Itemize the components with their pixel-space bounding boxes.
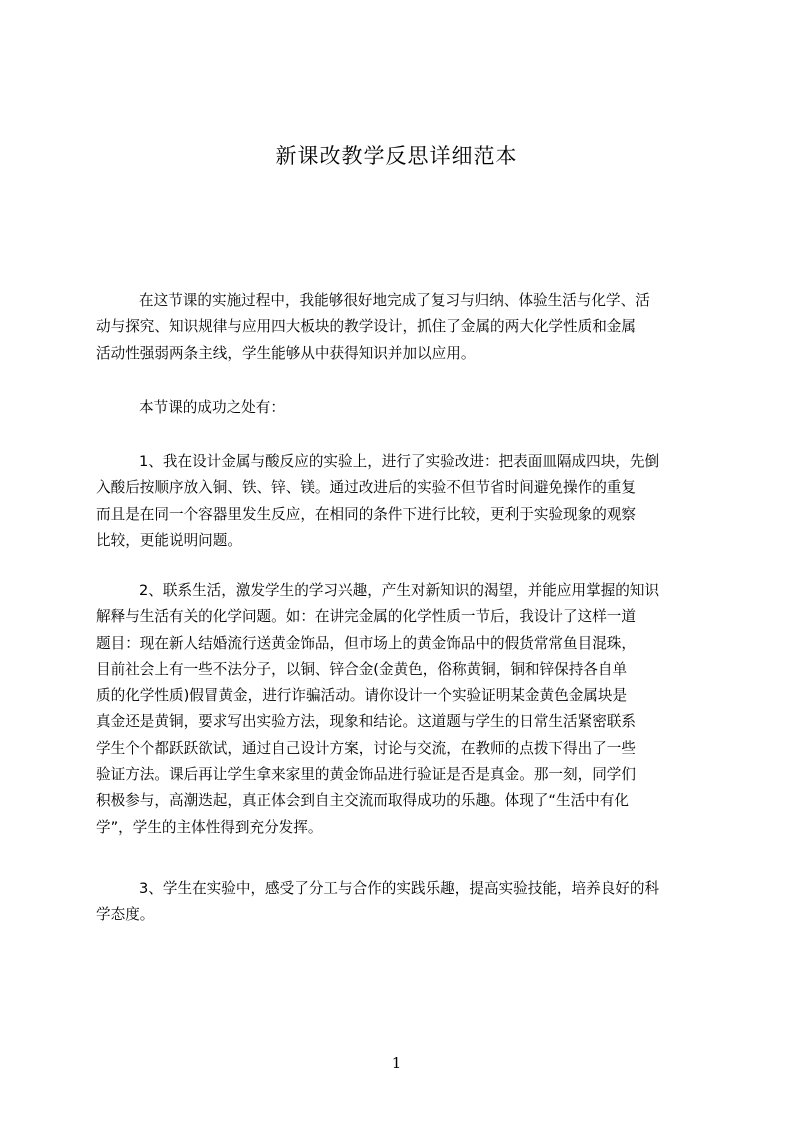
paragraph-line: 验证方法。课后再让学生拿来家里的黄金饰品进行验证是否是真金。那一刻，同学们	[96, 766, 636, 784]
paragraph-line: 真金还是黄铜，要求写出实验方法，现象和结论。这道题与学生的日常生活紧密联系	[96, 713, 636, 731]
paragraph-line: 题目：现在新人结婚流行送黄金饰品，但市场上的黄金饰品中的假货常常鱼目混珠，	[96, 634, 636, 652]
paragraph-line: 学”，学生的主体性得到充分发挥。	[96, 818, 323, 836]
paragraph-line: 入酸后按顺序放入铜、铁、锌、镁。通过改进后的实验不但节省时间避免操作的重复	[96, 479, 636, 497]
paragraph-line: 学态度。	[96, 906, 155, 924]
page-number: 1	[391, 1054, 402, 1072]
paragraph-line: 在这节课的实施过程中，我能够很好地完成了复习与归纳、体验生活与化学、活	[139, 292, 650, 309]
paragraph-success-heading	[96, 395, 708, 421]
paragraph-point-1	[96, 449, 708, 554]
paragraph-line: 学生个个都跃跃欲试，通过自己设计方案，讨论与交流，在教师的点拨下得出了一些	[96, 739, 636, 757]
paragraph-line: 质的化学性质)假冒黄金，进行诈骗活动。请你设计一个实验证明某金黄色金属块是	[96, 687, 628, 705]
paragraph-intro	[96, 288, 708, 367]
paragraph-line: 动与探究、知识规律与应用四大板块的教学设计，抓住了金属的两大化学性质和金属	[96, 318, 636, 336]
paragraph-line: 活动性强弱两条主线，学生能够从中获得知识并加以应用。	[96, 344, 476, 362]
paragraph-line: 2、联系生活，激发学生的学习兴趣，产生对新知识的渴望，并能应用掌握的知识	[139, 582, 660, 599]
paragraph-point-3	[96, 876, 708, 929]
paragraph-line: 比较，更能说明问题。	[96, 531, 242, 549]
document-title: 新课改教学反思详细范本	[275, 144, 518, 168]
paragraph-line: 目前社会上有一些不法分子，以铜、锌合金(金黄色，俗称黄铜，铜和锌保持各自单	[96, 660, 628, 678]
paragraph-line: 3、学生在实验中，感受了分工与合作的实践乐趣，提高实验技能，培养良好的科	[139, 880, 660, 897]
paragraph-line: 解释与生活有关的化学问题。如：在讲完金属的化学性质一节后，我设计了这样一道	[96, 608, 636, 626]
paragraph-line: 本节课的成功之处有：	[139, 399, 285, 416]
paragraph-line: 积极参与，高潮迭起，真正体会到自主交流而取得成功的乐趣。体现了“生活中有化	[96, 792, 629, 810]
paragraph-point-2	[96, 578, 708, 841]
paragraph-line: 而且是在同一个容器里发生反应，在相同的条件下进行比较，更利于实验现象的观察	[96, 505, 636, 523]
paragraph-line: 1、我在设计金属与酸反应的实验上，进行了实验改进：把表面皿隔成四块，先倒	[139, 453, 660, 470]
